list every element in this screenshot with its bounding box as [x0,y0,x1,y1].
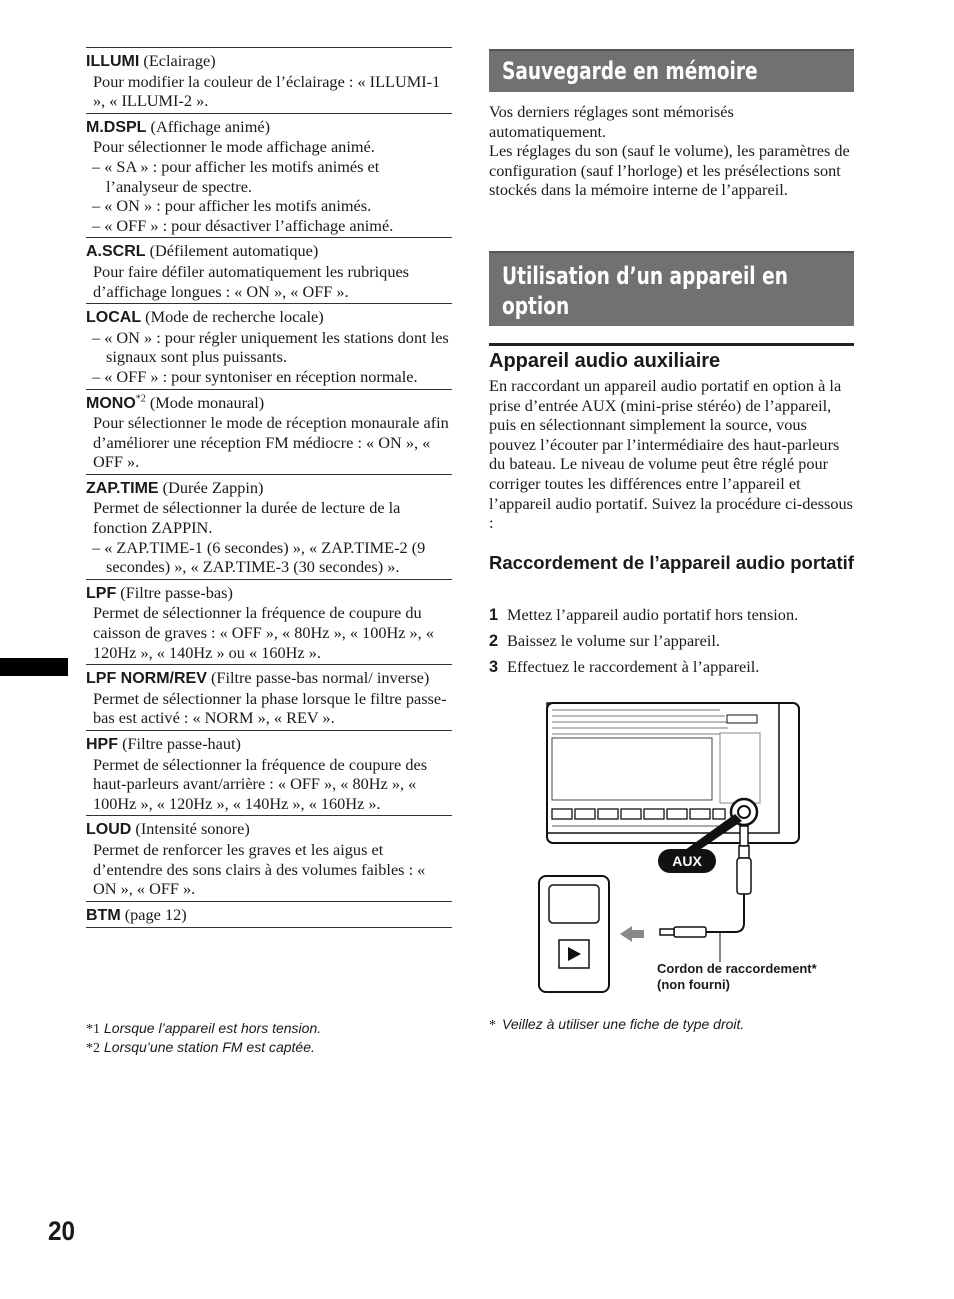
setting-heading [86,51,452,72]
memory-section-title [489,49,854,92]
setting-name: A.SCRL [86,243,146,261]
step-number: 1 [489,606,499,624]
setting-entry [86,664,452,730]
connection-cord [660,826,751,962]
portable-audio-device [539,876,609,992]
memory-paragraph: Vos derniers réglages sont mémorisés automatiquement. [489,102,734,141]
aux-text: En raccordant un appareil audio portatif en option à la prise d’entrée AUX (mini-prise stéréo) de l’appareil, puis en sélectionnant simplement la source, vous pouvez l’écouter par l’intermédiaire des haut-parleurs du bateau. Le niveau de volume peut être réglé pour corriger toutes les différences entre l’appareil et l’appareil audio portatif. Suivez la procédure ci-dessous : [489,376,853,533]
setting-name: ILLUMI [86,53,140,70]
setting-name: LOUD [86,821,132,839]
setting-name: BTM [86,906,121,924]
note-text: Veillez à utiliser une fiche de type droit. [502,1016,745,1032]
setting-name: LOCAL [86,309,142,327]
setting-text: Permet de sélectionner la fréquence de coupure des haut-parleurs avant/arrière : « OFF », « 80Hz », « 100Hz », « 120Hz », « 140Hz », « 160Hz ». [93,754,428,813]
option-item: – « OFF » : pour syntoniser en réception normale. [92,366,418,386]
option-title-line: option [502,292,570,320]
memory-paragraph: Les réglages du son (sauf le volume), les paramètres de configuration (sauf l’horloge) et les présélections sont stockés dans la mémoire interne de l’appareil. [489,141,850,200]
option-section-title [489,251,854,326]
step-text: Effectuez le raccordement à l’appareil. [507,657,760,676]
page-number: 20 [48,1216,76,1246]
setting-name: LPF NORM/REV [86,670,207,688]
step-text: Mettez l’appareil audio portatif hors tension. [507,605,799,624]
footnote-text: Lorsque l’appareil est hors tension. [104,1020,322,1036]
setting-entry [86,474,452,579]
memory-text [489,102,854,200]
setting-heading [86,117,452,138]
arrow-left-icon [620,926,644,942]
setting-name: LPF [86,584,117,602]
setting-heading [86,393,452,414]
head-unit [547,703,799,868]
setting-heading [86,478,452,499]
footnote-text: Lorsqu’une station FM est captée. [104,1038,315,1055]
setting-entry [86,237,452,303]
aux-connection-diagram [530,698,850,1000]
setting-heading [86,819,452,840]
section-tab-marker [0,658,68,676]
setting-text: Permet de sélectionner la phase lorsque le filtre passe-bas est activé : « NORM », « REV ». [93,688,447,728]
setting-text: Permet de sélectionner la durée de lecture de la fonction ZAPPIN. [93,498,401,538]
setting-description: (Durée Zappin) [158,477,264,497]
steps-list [489,605,854,683]
step-text: Baissez le volume sur l’appareil. [507,631,720,650]
option-title-line: Utilisation d’un appareil en [502,262,788,290]
option-item: – « ON » : pour régler uniquement les stations dont les signaux sont plus puissants. [92,327,449,367]
footnote-1 [86,1020,452,1039]
setting-description: (Mode monaural) [145,392,265,412]
setting-heading [86,734,452,755]
option-item: – « OFF » : pour désactiver l’affichage animé. [92,215,394,235]
plug-note [489,1016,744,1034]
setting-description: (Défilement automatique) [145,241,319,261]
note-mark: * [489,1018,496,1033]
cord-label-line: (non fourni) [657,977,730,992]
setting-text: Permet de renforcer les graves et les aigus et d’entendre des sons clairs à des volumes faibles : « ON », « OFF ». [93,839,426,899]
footnote-ref: *2 [135,393,146,405]
setting-text: Permet de sélectionner la fréquence de coupure du caisson de graves : « OFF », « 80Hz », « 100Hz », « 120Hz », « 140Hz » ou « 160Hz ». [93,603,434,662]
setting-text: Pour faire défiler automatiquement les rubriques d’affichage longues : « ON », « OFF ». [93,261,410,301]
step-item [489,657,854,683]
setting-description: (Filtre passe-bas) [116,582,233,602]
option-item: – « SA » : pour afficher les motifs animés et l’analyseur de spectre. [92,156,380,196]
step-number: 3 [489,658,499,676]
setting-description: (Mode de recherche locale) [141,307,324,327]
setting-heading [86,241,452,262]
setting-entry [86,901,452,929]
setting-heading [86,307,452,328]
footnote-mark: *2 [86,1040,100,1056]
step-item [489,631,854,657]
setting-entry [86,303,452,388]
setting-description: (Filtre passe-bas normal/ inverse) [206,668,430,688]
step-number: 2 [489,632,499,650]
aux-heading: Appareil audio auxiliaire [489,350,721,372]
step-item [489,605,854,631]
setting-text: Pour sélectionner le mode affichage animé. [93,137,375,157]
setting-entry [86,815,452,900]
cord-label [657,961,817,993]
setting-name: HPF [86,736,118,753]
footnote-mark: *1 [86,1022,100,1037]
setting-description: (Eclairage) [139,51,216,70]
cord-label-line: Cordon de raccordement* [657,961,817,976]
footnotes [86,1020,452,1057]
setting-description: (Affichage animé) [146,116,271,136]
option-item: – « ON » : pour afficher les motifs animés. [92,196,372,216]
setting-text: Pour modifier la couleur de l’éclairage : « ILLUMI-1 », « ILLUMI-2 ». [93,71,441,111]
setting-text: Pour sélectionner le mode de réception monaurale afin d’améliorer une réception FM médiocre : « ON », « OFF ». [93,413,449,472]
footnote-2 [86,1039,452,1058]
aux-label-badge [658,849,716,873]
aux-label: AUX [672,853,702,869]
setting-name: MONO [86,394,136,412]
divider [489,343,854,346]
settings-list [86,47,452,928]
setting-entry [86,47,452,113]
setting-entry [86,389,452,474]
setting-heading [86,668,452,689]
setting-entry [86,579,452,664]
setting-description: (page 12) [120,904,187,924]
setting-heading [86,905,452,926]
setting-description: (Intensité sonore) [131,819,250,839]
option-item: – « ZAP.TIME-1 (6 secondes) », « ZAP.TIME-2 (9 secondes) », « ZAP.TIME-3 (30 secondes) ». [92,537,426,577]
setting-name: M.DSPL [86,118,147,136]
memory-title-text: Sauvegarde en mémoire [502,57,758,85]
setting-description: (Filtre passe-haut) [118,734,241,753]
connection-heading: Raccordement de l’appareil audio portatif [489,552,854,573]
setting-name: ZAP.TIME [86,479,159,497]
setting-entry [86,730,452,815]
setting-entry [86,113,452,238]
setting-heading [86,583,452,604]
